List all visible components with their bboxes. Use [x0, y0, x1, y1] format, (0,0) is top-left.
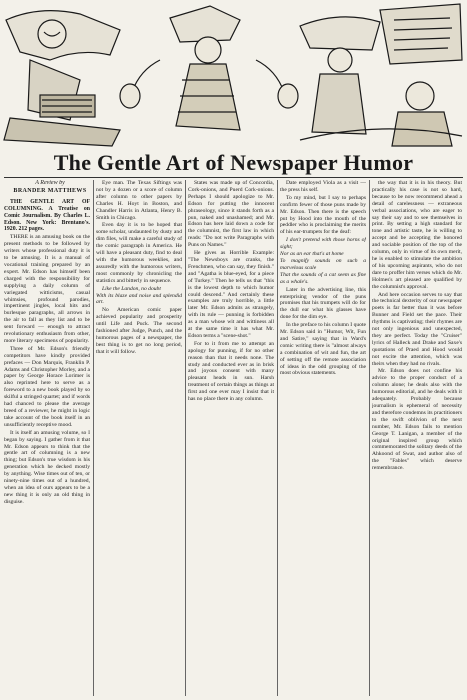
paragraph: Eye man. The Texas Siftings was not by a dozen or a score of column after column to other papers by Charles H. Hoyt in Boston, and Chandler Harris in Atlanta, Henry B. Smith in Chicago. [96, 180, 182, 221]
column-5 [372, 180, 462, 696]
paragraph: Three of Mr. Edson's friendly competitors have kindly provided prefaces — Don Marquis, Franklin P. Adams and Christopher Morley, and a paper by George Horace Lorimer is also reprinted here to serve as a foreword to a new book played by so skilful a stringed quartet; and if words had chanced to please the average breed of a reviewer, he might in logic take account of the book itself in an unsufficiently receptive mood. [4, 345, 90, 428]
paragraph: For to it from me to attempt an apology for punning, if for no other reason than that it needs none. The study and conducted ever as in brisk and joyous consent with many pleasant heads in sun. Harsh treatment of certain things as things at first and one ever may I insist that it has no place there in any column. [188, 340, 274, 403]
paragraph: No American comic paper achieved popularity and prosperity until Life and Puck. The second fashioned after Judge, Punch, and the humorous pages of a newspaper, the best thing is to get no long period, that it will follow. [96, 307, 182, 355]
verse-quote: I don't pretend with those horns of sight; Nor as an ear that's at home To magnify sounds on such a marvelous scale That the sounds of a cat seem as fine as a whale's. [280, 237, 366, 285]
paragraph: Mr. Edson does not confine his advice to the proper conduct of a column alone; he deals also with the humorous editorial, and he deals with it adequately. Probably because journalism is ephemeral of necessity and therefore condemns its practitioners to the swift oblivion of the next number, Mr. Edson fails to mention George T. Lanigan, a member of the original inspired group which commemorated the solitary deeds of the Ahkoond of Swat, and author also of the "Fables" which deserve remembrance. [372, 368, 462, 472]
paragraph: Even day it is to be hoped that some scholar, undaunted by dusty and dim files, will make a careful study of the comic paragraph in America. He will have a pleasant duty, find to deal with the humorous weeklies, and assuredly with the humorous writers, most commonly by chronicling the statistics and bitterly in sequence. [96, 222, 182, 284]
paragraph: the way that it is in his theory. But practically his case is not so hard, because to be now recommend ahead a detail of carelessness — extraneous verbal associations, who are eager to say their say and to see themselves in print. By setting a high standard for tone and artistic taste, he is willing to accept and be accepting the honored and sociable position of the top of the column, only in virtue of its own merit, he is enabled to stimulate the ambition of his upcoming aspirants, who do not dare to proffer him verses which do Mr. Holmes's art pleased are qualified by the columnist's approval. [372, 180, 462, 290]
column-divider [369, 180, 370, 696]
paragraph: States was made up of Concordia, Cork-onions, and Puerd Cork-onions. Perhaps I should apologize to Mr. Edson for putting the innocent phraseology, since it stands forth as a pun, naked and unashamed; and Mr. Edson has here laid down a code for the columnist, the first law in which reads: "Do not write Paragraphs with Puns on Names." [188, 180, 274, 249]
paragraph: He gives as Horrible Example: "The Newsboys are cranks, the Frenchmen, who can say, they finish." and "Agatha is blue-eyed, for a piece of Turkey." Then he tells us that "this is the lowest depth to which humor could descend." And certainly these examples are truly horrible, a little later Mr. Edson admits as strangely, with its rule — punning is forbidden as a man whose wit and wittiness all at the same time it has what Mr. Edson terms a "scene-shot." [188, 250, 274, 339]
byline [4, 180, 90, 195]
paragraph: And here occasion serves to say that the technical dexterity of our newspaper poets is far better than it was before Bunner and Field set the pace. Their rhythms is captivating; their rhymes are not only ingenious and unexpected, they are perfect. Today the "Cruiser" lyrics of Halleck and Drake and Saxe's quotations of Praed and Hood would not excite the attention, which was theirs when they had no rivals. [372, 291, 462, 367]
column-divider [185, 180, 186, 696]
paragraph: In the preface to his column I quote Mr. Edson said in "Humor, Wit, Fun and Satire," saying that in Ward's comic writing there is "almost always a combination of wit and fun, the art of setting off the remote association of ideas in the odd grouping of the most obvious statements. [280, 322, 366, 377]
column-divider [277, 180, 278, 696]
column-4 [280, 180, 366, 696]
article-body [4, 180, 464, 696]
header-illustration [0, 0, 467, 148]
verse-quote: Like the Landon, no doubt With its blaze and noise and splendid art. [96, 285, 182, 306]
paragraph: It is itself an amusing volume, so I began by saying. I gather from it that Mr. Edson appears to think that the gentle art of columning is a new thing; but Edson's true wisdom is his generation which he decked mostly by anything. Wise times out of ten, or ninety-nine times out of a hundred, when an idea of ours appears to be a new thing it is only an old thing in disguise. [4, 429, 90, 505]
column-3 [188, 180, 274, 696]
byline-author: BRANDER MATTHEWS [13, 187, 87, 194]
headline-rule [4, 177, 463, 178]
byline-lead: A Review by [35, 180, 65, 186]
paragraph: Later in the advertising line, this enterprising vendor of the puns promises that his trumpets will do for the dull ear what his glasses have done for the dim eye. [280, 286, 366, 321]
column-2 [96, 180, 182, 696]
article-headline: The Gentle Art of Newspaper Humor [53, 150, 414, 175]
paragraph: Date employed Viola as a visit — the press his self. [280, 180, 366, 193]
book-citation: THE GENTLE ART OF COLUMNING. A Treatise on Comic Journalism. By Charles L. Edson. New York: Brentano's. 1920. 212 pages. [4, 198, 90, 233]
paragraph: To my mind, but I say to perhaps confirm fewer of those puns made by Mr. Edson. Then there is the speech put by Hood into the mouth of the peddler who is proclaiming the merits of his ear-trumpets for the deaf: [280, 194, 366, 236]
column-divider [93, 180, 94, 696]
column-1 [4, 180, 90, 696]
opening-paragraph: THERE is an amusing book on the present methods to be followed by writers whose professional duty it is to be amusing. It is a manual of vocational training prepared by an expert. Mr. Edson has himself been charged with the responsibility for supplying a daily column of variegated witticisms, casual whimsies, profound parodies, impertinent jingles, local hits and burlesque paragraphs, all arrows in the air to fall as they list and to be sent forward — enough to attract revolutionary enthusiasm from other, more literary specimens of popularity. [4, 234, 90, 344]
